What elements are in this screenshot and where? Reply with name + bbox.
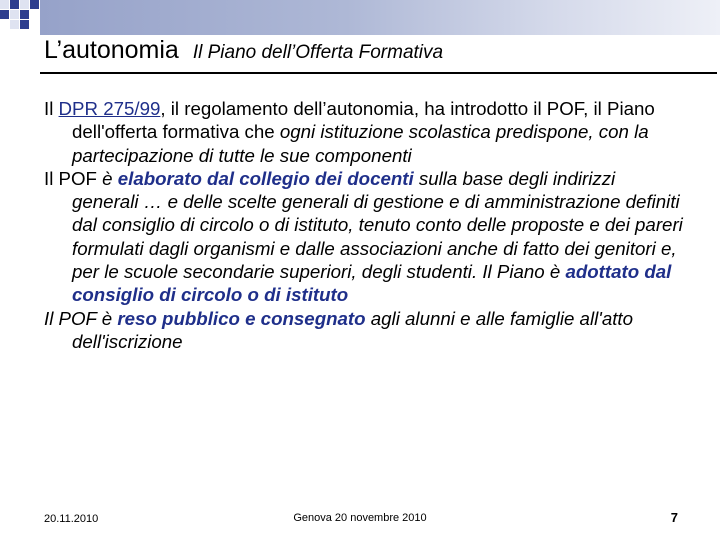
p1-text: , il regolamento dell’autonomia, ha introdotto il POF, il Piano dell'offerta formativa che	[72, 98, 655, 143]
title-subtitle: Il Piano dell’Offerta Formativa	[192, 42, 444, 63]
p2-lead: Il POF	[44, 167, 103, 189]
page-number: 7	[670, 510, 678, 525]
p1-lead: Il	[44, 98, 59, 119]
dpr-link[interactable]: DPR 275/99	[58, 98, 161, 119]
p3-emphasis: reso pubblico e consegnato	[117, 307, 366, 329]
footer-center: Genova 20 novembre 2010	[293, 512, 427, 524]
deco-square	[20, 20, 29, 29]
p2-text: sulla base degli indirizzi generali … e delle scelte generali di gestione e di amministrazione definiti dal consiglio di circolo o di istituto, tenuto conto delle proposte e dei pareri formulati dagli organismi e dalle associazioni anche di fatto dei genitori e, per le scuole secondarie superiori, degli studenti. Il Piano è	[72, 167, 683, 283]
p1-italic: ogni istituzione scolastica predispone, con la partecipazione di tutte le sue componenti	[72, 121, 649, 166]
slide-title	[44, 36, 443, 65]
title-underline	[40, 72, 717, 74]
p2-emphasis-collegio: elaborato dal collegio dei docenti	[117, 167, 414, 189]
title-main: L’autonomia	[44, 36, 179, 64]
paragraph-elaboration	[44, 167, 684, 307]
deco-square	[30, 0, 39, 9]
p2-verb: è	[102, 167, 118, 189]
p2-emphasis-adottato: adottato dal consiglio di circolo o di istituto	[72, 261, 672, 306]
deco-square	[0, 10, 9, 19]
p3-lead: Il POF è	[44, 307, 118, 329]
header-decoration	[0, 0, 720, 40]
slide-body	[44, 97, 684, 353]
deco-square	[10, 10, 19, 19]
deco-square	[0, 0, 9, 9]
deco-square	[20, 0, 29, 9]
header-gradient-bar	[40, 0, 720, 35]
paragraph-dpr	[44, 97, 684, 167]
deco-square	[20, 10, 29, 19]
p3-text: agli alunni e alle famiglie all'atto dell'iscrizione	[72, 307, 633, 352]
footer-date: 20.11.2010	[44, 513, 99, 525]
paragraph-publication	[44, 307, 684, 354]
deco-square	[10, 20, 19, 29]
deco-square	[10, 0, 19, 9]
